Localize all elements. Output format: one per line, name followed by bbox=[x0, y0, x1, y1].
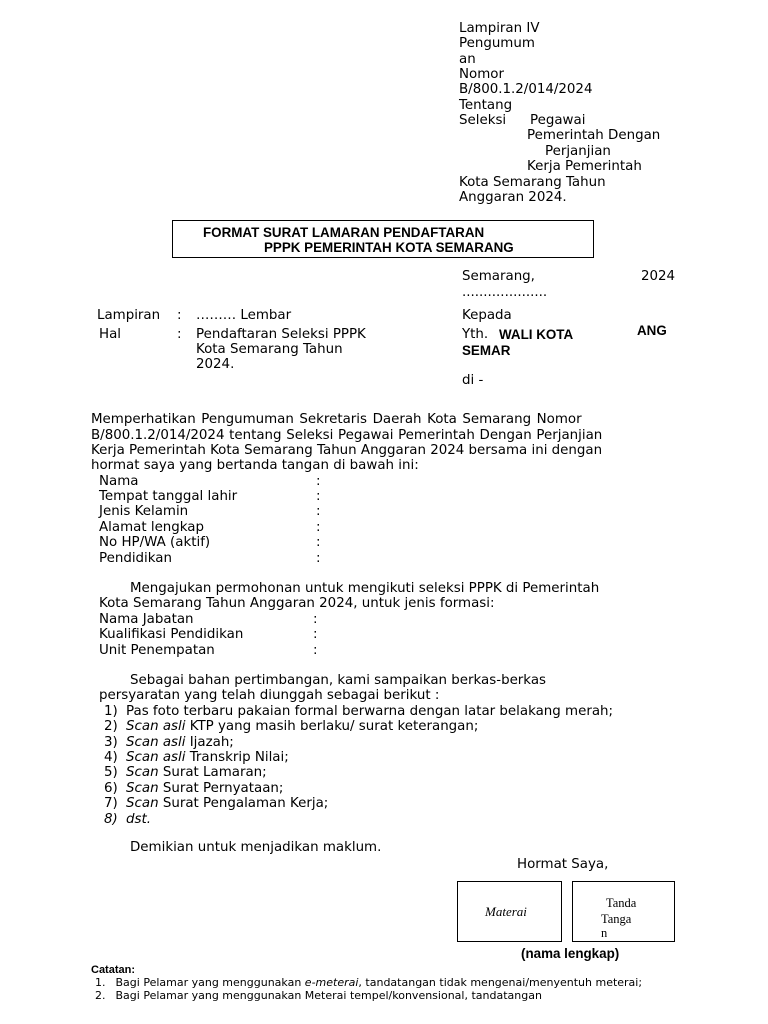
subject-line: 2024. bbox=[196, 357, 235, 372]
recipient-to: Kepada bbox=[462, 308, 512, 323]
field-label: Nama bbox=[99, 474, 139, 489]
list-item-italic: Scan bbox=[126, 796, 159, 811]
notes-title: Catatan: bbox=[91, 964, 136, 976]
note-text-italic: e-meterai bbox=[304, 976, 359, 989]
list-number: 3) bbox=[104, 735, 118, 750]
list-item-italic: Scan bbox=[126, 765, 159, 780]
field-label: Tempat tanggal lahir bbox=[99, 489, 238, 504]
place-date-dots: .................... bbox=[462, 285, 548, 300]
list-number: 8) bbox=[104, 812, 118, 827]
signature-placeholder: Tanda bbox=[606, 896, 637, 910]
list-item bbox=[104, 750, 289, 766]
subject-colon: : bbox=[177, 327, 182, 342]
field-label: Nama Jabatan bbox=[99, 612, 194, 627]
note-number: 2. bbox=[95, 989, 106, 1002]
field-colon: : bbox=[316, 520, 321, 535]
list-item-text: Surat Pernyataan; bbox=[158, 781, 284, 796]
recipient-name-cont: ANG bbox=[637, 323, 667, 338]
field-label: Unit Penempatan bbox=[99, 643, 215, 658]
appendix-line: B/800.1.2/014/2024 bbox=[459, 82, 593, 97]
note-item bbox=[95, 989, 542, 1002]
signature-placeholder: Tanga bbox=[601, 912, 632, 926]
note-text: Bagi Pelamar yang menggunakan bbox=[115, 976, 305, 989]
list-item-text: Ijazah; bbox=[185, 735, 234, 750]
attachment-label: Lampiran bbox=[97, 308, 161, 323]
appendix-line: Seleksi bbox=[459, 113, 507, 128]
list-item-text: Transkrip Nilai; bbox=[185, 750, 289, 765]
list-item-text: Surat Pengalaman Kerja; bbox=[158, 796, 329, 811]
recipient-name: SEMAR bbox=[462, 343, 511, 358]
place-city: Semarang, bbox=[462, 269, 535, 284]
intro-line: B/800.1.2/014/2024 tentang Seleksi Pegawai Pemerintah Dengan Perjanjian bbox=[91, 428, 603, 443]
list-item bbox=[104, 735, 234, 751]
list-number: 2) bbox=[104, 719, 118, 734]
intro-line: hormat saya yang bertanda tangan di bawah ini: bbox=[91, 458, 419, 473]
note-item bbox=[95, 976, 642, 989]
note-text: Bagi Pelamar yang menggunakan Meterai tempel/konvensional, tandatangan bbox=[115, 989, 542, 1002]
appendix-line: Tentang bbox=[459, 98, 513, 113]
attachment-value: ……… Lembar bbox=[196, 308, 292, 323]
attachment-colon: : bbox=[177, 308, 182, 323]
appendix-line: Pemerintah Dengan bbox=[527, 128, 661, 143]
list-item bbox=[104, 765, 267, 781]
field-colon: : bbox=[313, 627, 318, 642]
appendix-line: Nomor bbox=[459, 67, 504, 82]
appendix-line: Kerja Pemerintah bbox=[527, 159, 642, 174]
signature-placeholder: n bbox=[601, 928, 608, 938]
list-number: 1) bbox=[104, 704, 118, 719]
list-item bbox=[104, 812, 151, 828]
signature-name: (nama lengkap) bbox=[521, 946, 620, 961]
field-label: Pendidikan bbox=[99, 551, 172, 566]
list-item bbox=[104, 796, 328, 812]
field-label: Alamat lengkap bbox=[99, 520, 205, 535]
title-line: FORMAT SURAT LAMARAN PENDAFTARAN bbox=[203, 225, 485, 240]
appendix-line: Perjanjian bbox=[545, 144, 611, 159]
field-colon: : bbox=[313, 643, 318, 658]
list-item-italic: dst. bbox=[126, 812, 151, 827]
note-number: 1. bbox=[95, 976, 106, 989]
list-item bbox=[104, 704, 613, 720]
field-colon: : bbox=[313, 612, 318, 627]
list-item-text: KTP yang masih berlaku/ surat keterangan; bbox=[185, 719, 479, 734]
list-item-text: Surat Lamaran; bbox=[158, 765, 267, 780]
appendix-line: Anggaran 2024. bbox=[459, 190, 567, 205]
field-label: No HP/WA (aktif) bbox=[99, 535, 211, 550]
list-item-italic: Scan bbox=[126, 781, 159, 796]
field-label: Kualifikasi Pendidikan bbox=[99, 627, 244, 642]
appendix-line: an bbox=[459, 52, 476, 67]
appendix-line: Pegawai bbox=[530, 113, 586, 128]
list-number: 4) bbox=[104, 750, 118, 765]
appendix-line: Kota Semarang Tahun bbox=[459, 175, 606, 190]
apply-line: Mengajukan permohonan untuk mengikuti seleksi PPPK di Pemerintah bbox=[130, 581, 600, 596]
field-colon: : bbox=[316, 535, 321, 550]
documents-intro-line: Sebagai bahan pertimbangan, kami sampaikan berkas-berkas bbox=[130, 673, 547, 688]
list-number: 5) bbox=[104, 765, 118, 780]
intro-line: Kerja Pemerintah Kota Semarang Tahun Anggaran 2024 bersama ini dengan bbox=[91, 443, 603, 458]
field-colon: : bbox=[316, 504, 321, 519]
documents-intro-line: persyaratan yang telah diunggah sebagai berikut : bbox=[99, 688, 440, 703]
appendix-line: Lampiran IV bbox=[459, 21, 540, 36]
list-item bbox=[104, 719, 478, 735]
subject-label: Hal bbox=[99, 327, 121, 342]
field-colon: : bbox=[316, 489, 321, 504]
field-label: Jenis Kelamin bbox=[99, 504, 189, 519]
recipient-name: WALI KOTA bbox=[499, 327, 574, 342]
subject-line: Kota Semarang Tahun bbox=[196, 342, 343, 357]
list-item-italic: Scan asli bbox=[126, 719, 186, 734]
recipient-yth: Yth. bbox=[462, 327, 489, 342]
title-line: PPPK PEMERINTAH KOTA SEMARANG bbox=[264, 240, 514, 255]
list-item-italic: Scan asli bbox=[126, 735, 186, 750]
signature-greeting: Hormat Saya, bbox=[517, 857, 609, 872]
note-text: , tandatangan tidak mengenai/menyentuh meterai; bbox=[358, 976, 643, 989]
field-colon: : bbox=[316, 551, 321, 566]
appendix-line: Pengumum bbox=[459, 36, 535, 51]
list-item bbox=[104, 781, 283, 797]
list-item-italic: Scan asli bbox=[126, 750, 186, 765]
apply-line: Kota Semarang Tahun Anggaran 2024, untuk jenis formasi: bbox=[99, 596, 495, 611]
closing-line: Demikian untuk menjadikan maklum. bbox=[130, 840, 382, 855]
intro-line: Memperhatikan Pengumuman Sekretaris Daerah Kota Semarang Nomor bbox=[91, 412, 582, 427]
list-number: 6) bbox=[104, 781, 118, 796]
place-year: 2024 bbox=[641, 269, 676, 284]
stamp-label: Materai bbox=[485, 904, 527, 919]
recipient-di: di - bbox=[462, 373, 484, 388]
subject-line: Pendaftaran Seleksi PPPK bbox=[196, 327, 366, 342]
list-item-text: Pas foto terbaru pakaian formal berwarna dengan latar belakang merah; bbox=[126, 704, 614, 719]
list-number: 7) bbox=[104, 796, 118, 811]
field-colon: : bbox=[316, 474, 321, 489]
